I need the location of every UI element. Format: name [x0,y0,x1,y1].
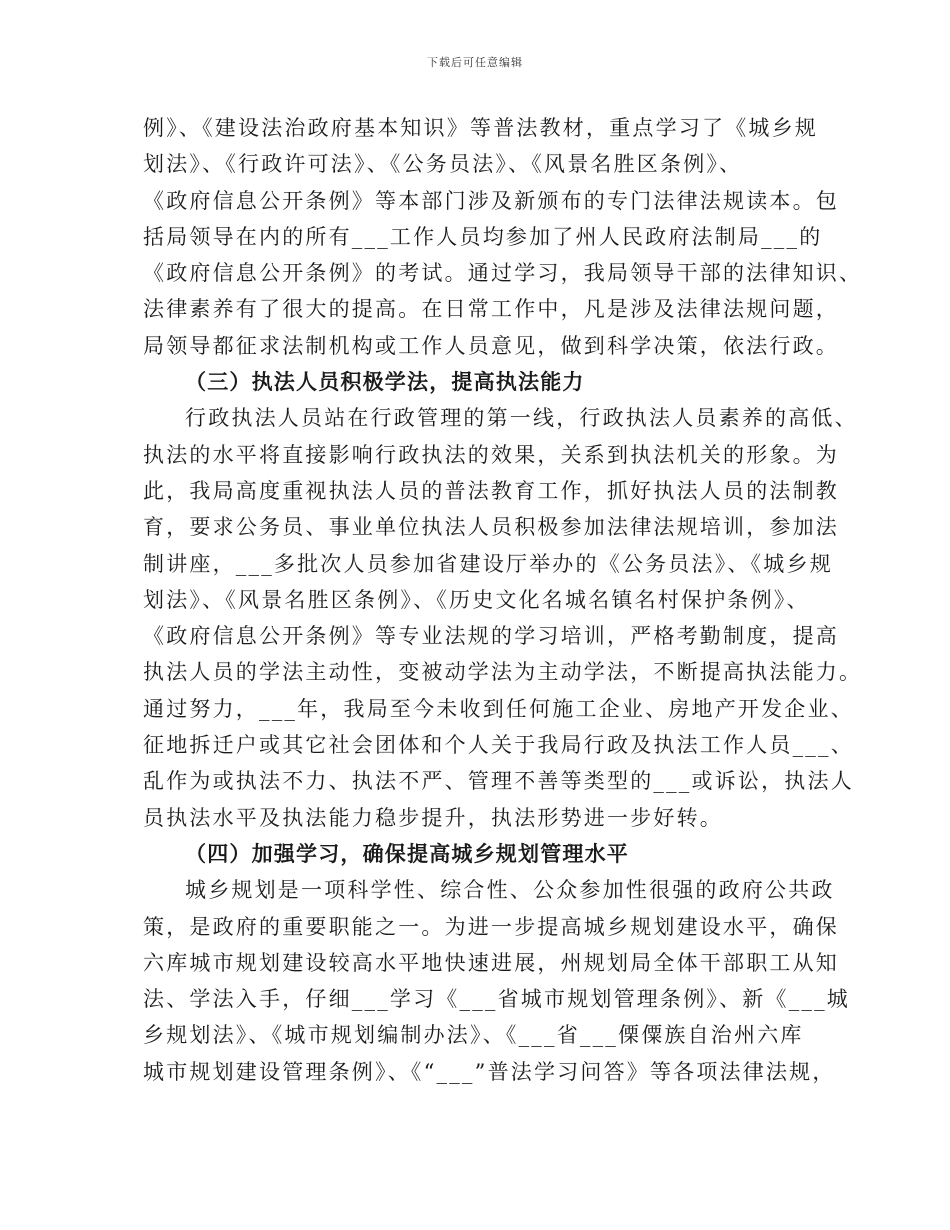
text-line: 通过努力，___年，我局至今未收到任何施工企业、房地产开发企业、 [143,696,854,721]
text-line: 员执法水平及执法能力稳步提升，执法形势进一步好转。 [143,805,723,830]
text-line: 行政执法人员站在行政管理的第一线，行政执法人员素养的高低、 [185,406,858,431]
text-line: 《政府信息公开条例》等专业法规的学习培训，严格考勤制度，提高 [143,624,839,649]
text-line: 城市规划建设管理条例》、《“___”普法学习问答》等各项法律法规， [143,1059,836,1084]
text-line: 《政府信息公开条例》等本部门涉及新颁布的专门法律法规读本。包 [143,188,839,213]
text-line: 《政府信息公开条例》的考试。通过学习，我局领导干部的法律知识、 [143,261,863,286]
text-line: 策，是政府的重要职能之一。为进一步提高城乡规划建设水平，确保 [143,914,839,939]
text-line: 法律素养有了很大的提高。在日常工作中，凡是涉及法律法规问题， [143,297,839,322]
text-line: 执法的水平将直接影响行政执法的效果，关系到执法机关的形象。为 [143,442,839,467]
text-line: 例》、《建设法治政府基本知识》等普法教材，重点学习了《城乡规 [143,116,818,140]
document-body [143,110,863,1090]
text-line: 乡规划法》、《城市规划编制办法》、《___省___傈僳族自治州六库 [143,1023,804,1048]
text-line: 法、学法入手，仔细___学习《___省城市规划管理条例》、新《___城 [143,987,850,1012]
text-line: 育，要求公务员、事业单位执法人员积极参加法律法规培训，参加法 [143,515,839,540]
section-heading: （四）加强学习，确保提高城乡规划管理水平 [185,841,629,866]
text-line: 划法》、《风景名胜区条例》、《历史文化名城名镇名村保护条例》、 [143,587,810,612]
text-line: 城乡规划是一项科学性、综合性、公众参加性很强的政府公共政 [185,878,835,903]
text-line: 划法》、《行政许可法》、《公务员法》、《风景名胜区条例》、 [143,152,743,177]
text-line: 征地拆迁户或其它社会团体和个人关于我局行政及执法工作人员___、 [143,733,854,758]
text-line: 乱作为或执法不力、执法不严、管理不善等类型的___或诉讼，执法人 [143,769,854,794]
text-line: 六库城市规划建设较高水平地快速进展，州规划局全体干部职工从知 [143,950,839,975]
text-line: 制讲座，___多批次人员参加省建设厅举办的《公务员法》、《城乡规 [143,551,833,576]
text-line: 此，我局高度重视执法人员的普法教育工作，抓好执法人员的法制教 [143,478,839,503]
page-header: 下载后可任意编辑 [427,56,523,69]
text-line: 括局领导在内的所有___工作人员均参加了州人民政府法制局___的 [143,224,823,249]
text-line: 局领导都征求法制机构或工作人员意见，做到科学决策，依法行政。 [143,333,839,358]
section-heading: （三）执法人员积极学法，提高执法能力 [185,370,585,395]
text-line: 执法人员的学法主动性，变被动学法为主动学法，不断提高执法能力。 [143,660,863,685]
